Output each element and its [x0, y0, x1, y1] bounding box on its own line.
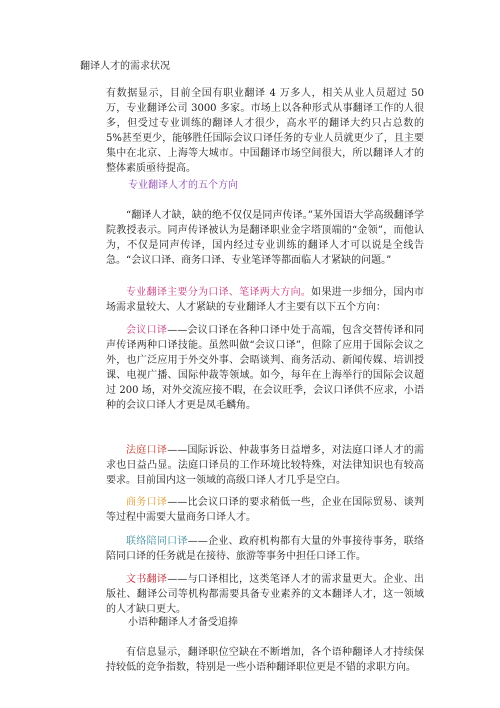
liaison-text: ——企业、政府机构都有大量的外事接待事务，联络陪同口译的任务就是在接待、旅游等事务中担任口译工作。 [106, 536, 425, 562]
court-paragraph [106, 443, 424, 488]
conference-paragraph [106, 323, 424, 413]
split-rest: 如果进一步细分，国内市场需求量较大、人才紧缺的专业翻译人才主要有以下五个方向： [106, 287, 425, 313]
court-text: ——国际诉讼、仲裁事务日益增多，对法庭口译人才的需求也日益凸显。法庭口译员的工作环境比较特殊，对法律知识也有较高要求。目前国内这一领域的高级口译人才几乎是空白。 [106, 445, 425, 486]
conference-text: ——会议口译在各种口译中处于高端，包含交替传译和同声传译两种口译技能。虽然叫做“会议口译”，但除了应用于国际会议之外，也广泛应用于外交外事、会晤谈判、商务活动、新闻传媒、培训授课、电视广播、国际仲裁等领域。如今，每年在上海举行的国际会议超过 200 场，对外交流应接不暇，在会议旺季，会议口译供不应求，小语种的会议口译人才更是凤毛麟角。 [106, 325, 425, 411]
split-lead: 专业翻译主要分为口译、笔译两大方向。 [126, 287, 312, 298]
document-translation-label: 文书翻译 [126, 574, 168, 585]
document-translation-paragraph [106, 572, 424, 617]
heading-minor-languages: 小语种翻译人才备受追捧 [128, 617, 238, 628]
liaison-label: 联络陪同口译 [126, 536, 188, 547]
split-paragraph [106, 285, 424, 315]
document-title: 翻译人才的需求状况 [80, 61, 170, 72]
court-label: 法庭口译 [126, 445, 168, 456]
liaison-paragraph [106, 534, 424, 564]
minor-languages-paragraph: 有信息显示，翻译职位空缺在不断增加，各个语种翻译人才持续保持较低的竞争指数，特别是一些小语种翻译职位更是不错的求职方向。 [106, 647, 424, 673]
business-text: ——比会议口译的要求稍低一些，企业在国际贸易、谈判等过程中需要大量商务口译人才。 [106, 497, 425, 523]
intro-paragraph: 有数据显示，目前全国有职业翻译 4 万多人，相关从业人员超过 50 万，专业翻译公司 3000 多家。市场上以各种形式从事翻译工作的人很多，但受过专业训练的翻译人才很少，高水平的翻译大约只占总数的 5%甚至更少，能够胜任国际会议口译任务的专业人员就更少了，且主要集中在北京、上海等大城市。中国翻译市场空间很大，所以翻译人才的整体素质亟待提高。 [106, 88, 424, 174]
heading-five-directions: 专业翻译人才的五个方向 [128, 180, 238, 191]
quote-paragraph: “翻译人才缺，缺的绝不仅仅是同声传译。”某外国语大学高级翻译学院教授表示。同声传译被认为是翻译职业金字塔顶端的“金领”，而他认为，不仅是同声传译，国内经过专业训练的翻译人才可以说是全线告急。“会议口译、商务口译、专业笔译等都面临人才紧缺的问题。” [106, 210, 424, 266]
business-label: 商务口译 [126, 497, 168, 508]
business-paragraph [106, 495, 424, 525]
conference-label: 会议口译 [126, 325, 168, 336]
document-translation-text: ——与口译相比，这类笔译人才的需求量更大。企业、出版社、翻译公司等机构都需要具备专业素养的文本翻译人才，这一领域的人才缺口更大。 [106, 574, 425, 615]
